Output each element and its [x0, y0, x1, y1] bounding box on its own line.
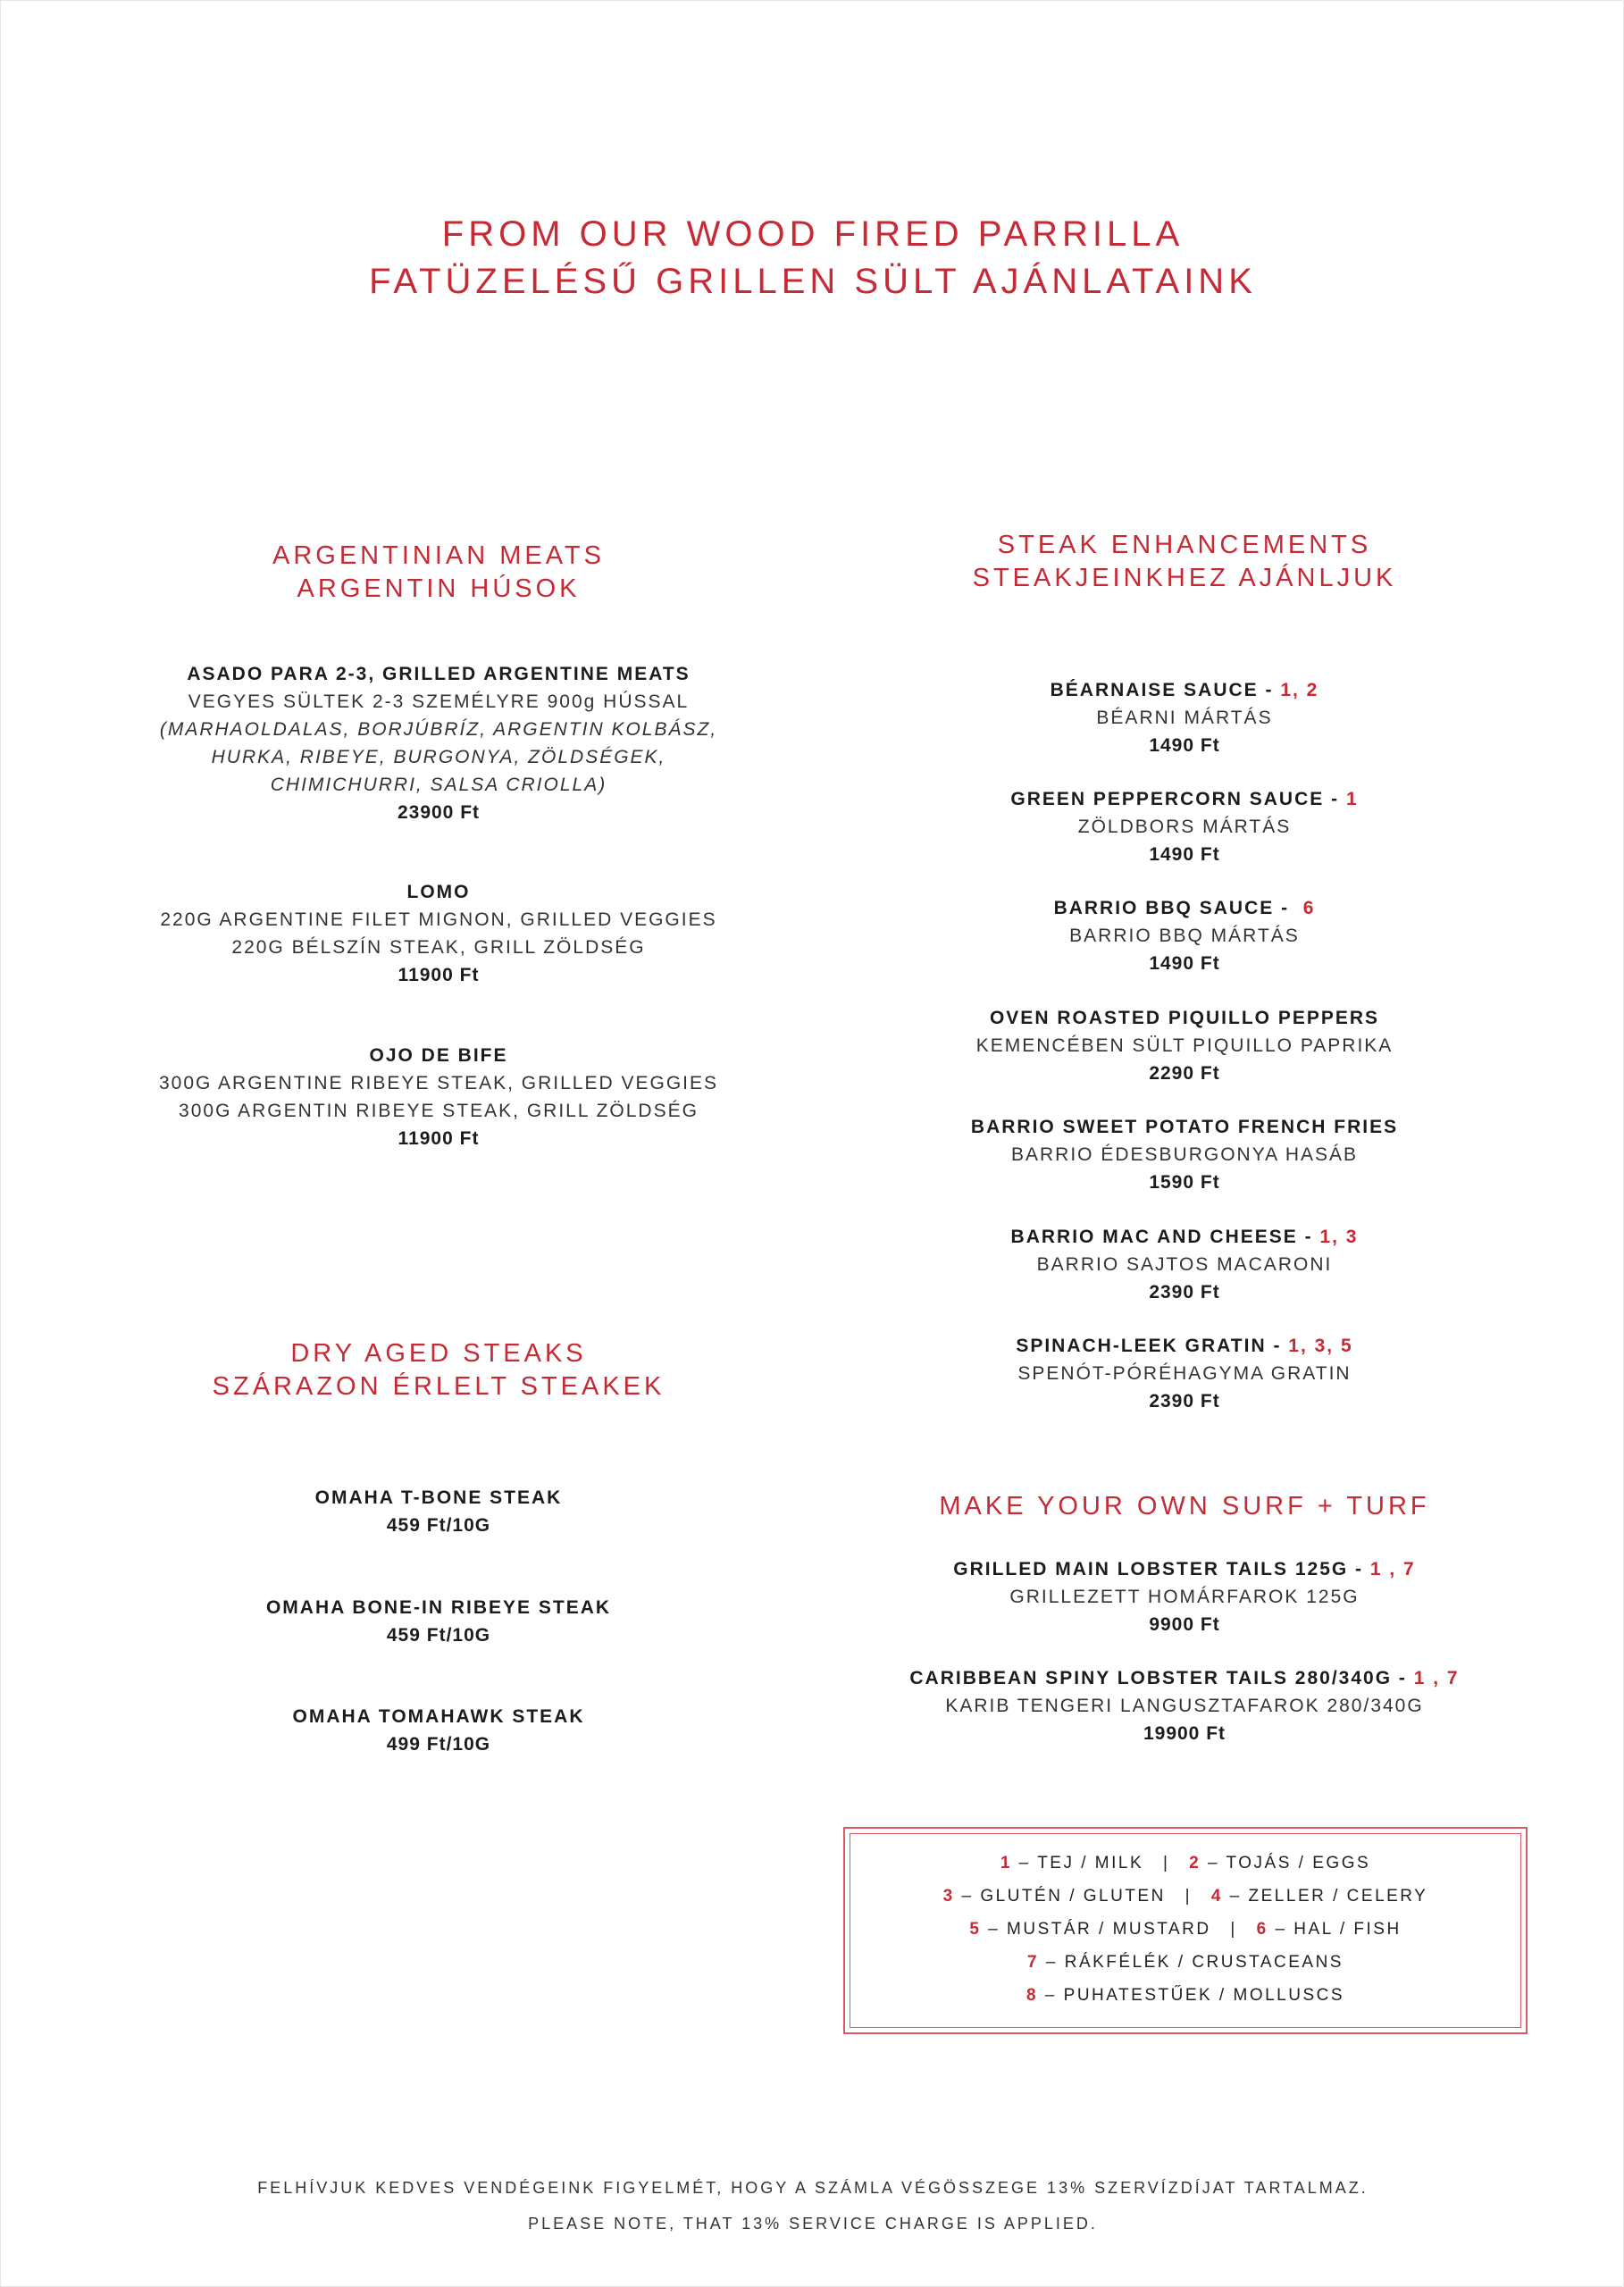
item-allergens: 1, 3 — [1319, 1227, 1359, 1247]
allergen-separator: | — [1162, 1854, 1170, 1872]
page-title-en: FROM OUR WOOD FIRED PARRILLA — [441, 214, 1185, 254]
section-title-hu: ARGENTIN HÚSOK — [297, 574, 581, 603]
menu-item-asado — [81, 660, 796, 826]
item-name — [827, 1664, 1542, 1692]
item-name — [827, 1223, 1542, 1251]
allergen-line — [845, 1979, 1526, 2012]
item-allergens: 6 — [1302, 898, 1316, 918]
allergen-separator: | — [1185, 1887, 1193, 1906]
allergen-legend — [843, 1827, 1528, 2034]
section-title-en: ARGENTINIAN MEATS — [272, 541, 605, 570]
menu-item-spinach-leek-gratin — [827, 1332, 1542, 1415]
menu-item-bone-in-ribeye — [81, 1594, 796, 1649]
item-desc-italic: (MARHAOLDALAS, BORJÚBRÍZ, ARGENTIN KOLBÁSZ, — [159, 719, 718, 740]
item-name — [827, 894, 1542, 922]
item-desc: SPENÓT-PÓRÉHAGYMA GRATIN — [1017, 1363, 1352, 1384]
allergen-line — [845, 1913, 1526, 1946]
item-name: OMAHA TOMAHAWK STEAK — [292, 1706, 585, 1727]
item-name — [827, 785, 1542, 813]
allergen-line — [845, 1880, 1526, 1913]
item-name — [827, 1555, 1542, 1583]
allergen-line — [845, 1847, 1526, 1880]
allergen-label: – MUSTÁR / MUSTARD — [981, 1920, 1211, 1939]
menu-item-sweet-potato-fries — [827, 1113, 1542, 1196]
item-price: 2390 Ft — [1149, 1391, 1220, 1412]
item-allergens: 1, 3, 5 — [1288, 1336, 1353, 1356]
allergen-label: – TEJ / MILK — [1011, 1854, 1144, 1872]
item-price: 2390 Ft — [1149, 1282, 1220, 1303]
section-title-surf-turf — [827, 1490, 1542, 1523]
item-name: OJO DE BIFE — [369, 1045, 508, 1066]
item-desc-italic: HURKA, RIBEYE, BURGONYA, ZÖLDSÉGEK, — [211, 747, 666, 767]
allergen-label: – PUHATESTŰEK / MOLLUSCS — [1038, 1986, 1345, 2005]
item-name — [827, 1113, 1542, 1141]
allergen-number: 2 — [1189, 1854, 1201, 1872]
item-desc: GRILLEZETT HOMÁRFAROK 125G — [1009, 1587, 1360, 1607]
allergen-separator: | — [1230, 1920, 1237, 1939]
item-desc: 300G ARGENTINE RIBEYE STEAK, GRILLED VEGGIES — [158, 1073, 718, 1093]
section-title-en: STEAK ENHANCEMENTS — [997, 531, 1372, 559]
item-desc: 300G ARGENTIN RIBEYE STEAK, GRILL ZÖLDSÉG — [179, 1101, 699, 1121]
section-title-en: MAKE YOUR OWN SURF + TURF — [939, 1492, 1430, 1520]
menu-item-bbq-sauce — [827, 894, 1542, 977]
item-price: 1490 Ft — [1149, 953, 1220, 974]
item-price: 499 Ft/10G — [386, 1734, 491, 1755]
item-name — [827, 676, 1542, 704]
item-name-text: OVEN ROASTED PIQUILLO PEPPERS — [989, 1008, 1380, 1028]
section-title-dry-aged — [81, 1337, 796, 1403]
item-name-text: SPINACH-LEEK GRATIN - — [1016, 1336, 1289, 1356]
service-charge-note-en: PLEASE NOTE, THAT 13% SERVICE CHARGE IS APPLIED. — [528, 2215, 1098, 2233]
menu-item-green-peppercorn — [827, 785, 1542, 868]
item-allergens: 1 , 7 — [1369, 1559, 1416, 1579]
item-price: 11900 Ft — [398, 965, 480, 985]
item-price: 11900 Ft — [398, 1128, 480, 1149]
section-title-hu: STEAKJEINKHEZ AJÁNLJUK — [972, 564, 1397, 592]
item-name-text: BARRIO BBQ SAUCE - — [1053, 898, 1303, 918]
menu-item-lomo — [81, 878, 796, 989]
item-desc-italic: CHIMICHURRI, SALSA CRIOLLA) — [270, 775, 607, 795]
section-title-enhancements — [827, 529, 1542, 595]
item-name-text: BÉARNAISE SAUCE - — [1050, 680, 1281, 700]
item-name-text: BARRIO SWEET POTATO FRENCH FRIES — [970, 1117, 1399, 1137]
item-name — [827, 1004, 1542, 1032]
allergen-number: 1 — [1000, 1854, 1012, 1872]
allergen-number: 7 — [1027, 1953, 1040, 1972]
item-price: 2290 Ft — [1149, 1063, 1220, 1084]
item-desc: 220G BÉLSZÍN STEAK, GRILL ZÖLDSÉG — [231, 937, 646, 958]
item-desc: KARIB TENGERI LANGUSZTAFAROK 280/340G — [945, 1696, 1424, 1716]
item-name: OMAHA T-BONE STEAK — [314, 1487, 563, 1508]
section-title-en: DRY AGED STEAKS — [290, 1339, 587, 1368]
item-price: 9900 Ft — [1149, 1614, 1220, 1635]
section-title-hu: SZÁRAZON ÉRLELT STEAKEK — [212, 1372, 666, 1401]
service-charge-note-hu: FELHÍVJUK KEDVES VENDÉGEINK FIGYELMÉT, HOGY A SZÁMLA VÉGÖSSZEGE 13% SZERVÍZDÍJAT TARTALMAZ. — [257, 2179, 1369, 2197]
item-name-text: CARIBBEAN SPINY LOBSTER TAILS 280/340G - — [909, 1668, 1414, 1688]
allergen-label: – ZELLER / CELERY — [1222, 1887, 1428, 1906]
item-allergens: 1, 2 — [1280, 680, 1319, 700]
menu-item-bearnaise — [827, 676, 1542, 759]
menu-item-ojo-de-bife — [81, 1042, 796, 1152]
item-price: 1490 Ft — [1149, 735, 1220, 756]
menu-item-tomahawk — [81, 1703, 796, 1758]
allergen-line — [845, 1946, 1526, 1979]
item-desc: BARRIO SAJTOS MACARONI — [1036, 1254, 1333, 1275]
item-desc: 220G ARGENTINE FILET MIGNON, GRILLED VEGGIES — [160, 909, 717, 930]
item-desc: BARRIO ÉDESBURGONYA HASÁB — [1010, 1144, 1359, 1165]
item-allergens: 1 , 7 — [1413, 1668, 1460, 1688]
menu-item-piquillo-peppers — [827, 1004, 1542, 1087]
item-name — [827, 1332, 1542, 1360]
item-name: OMAHA BONE-IN RIBEYE STEAK — [265, 1597, 612, 1618]
item-name-text: GRILLED MAIN LOBSTER TAILS 125G - — [953, 1559, 1370, 1579]
item-desc: BÉARNI MÁRTÁS — [1096, 708, 1273, 728]
menu-item-t-bone — [81, 1484, 796, 1539]
item-desc: VEGYES SÜLTEK 2-3 SZEMÉLYRE 900g HÚSSAL — [188, 691, 690, 712]
service-charge-note — [1, 2170, 1624, 2241]
allergen-label: – RÁKFÉLÉK / CRUSTACEANS — [1039, 1953, 1344, 1972]
item-name: ASADO PARA 2-3, GRILLED ARGENTINE MEATS — [187, 664, 691, 684]
item-price: 23900 Ft — [397, 802, 481, 823]
section-title-argentinian — [81, 540, 796, 606]
item-price: 459 Ft/10G — [386, 1515, 491, 1536]
menu-item-mac-and-cheese — [827, 1223, 1542, 1306]
item-name-text: BARRIO MAC AND CHEESE - — [1010, 1227, 1320, 1247]
allergen-number: 5 — [969, 1920, 982, 1939]
item-name-text: GREEN PEPPERCORN SAUCE - — [1010, 789, 1346, 809]
item-allergens: 1 — [1345, 789, 1359, 809]
item-desc: KEMENCÉBEN SÜLT PIQUILLO PAPRIKA — [975, 1035, 1394, 1056]
menu-item-main-lobster — [827, 1555, 1542, 1638]
item-name: LOMO — [406, 882, 471, 902]
item-price: 19900 Ft — [1143, 1723, 1226, 1744]
allergen-label: – HAL / FISH — [1268, 1920, 1402, 1939]
item-desc: ZÖLDBORS MÁRTÁS — [1077, 817, 1292, 837]
allergen-legend-lines — [845, 1847, 1526, 2012]
allergen-number: 6 — [1256, 1920, 1268, 1939]
page-title-hu: FATÜZELÉSŰ GRILLEN SÜLT AJÁNLATAINK — [369, 262, 1257, 301]
item-price: 1590 Ft — [1149, 1172, 1220, 1193]
allergen-number: 8 — [1025, 1986, 1039, 2005]
menu-item-spiny-lobster — [827, 1664, 1542, 1747]
page-title — [1, 211, 1624, 306]
allergen-number: 3 — [942, 1887, 955, 1906]
allergen-label: – TOJÁS / EGGS — [1201, 1854, 1371, 1872]
allergen-label: – GLUTÉN / GLUTEN — [954, 1887, 1166, 1906]
item-price: 459 Ft/10G — [386, 1625, 491, 1646]
allergen-number: 4 — [1210, 1887, 1223, 1906]
item-price: 1490 Ft — [1149, 844, 1220, 865]
item-desc: BARRIO BBQ MÁRTÁS — [1069, 926, 1300, 946]
